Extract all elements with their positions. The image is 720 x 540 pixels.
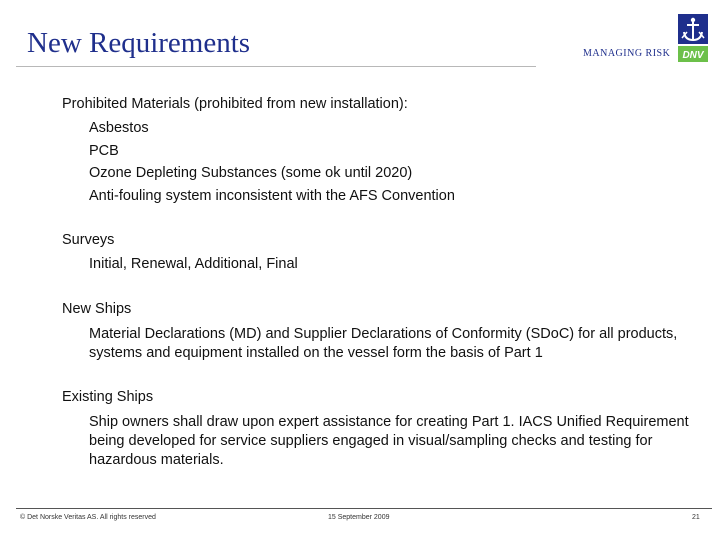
section-text: Ship owners shall draw upon expert assistance for creating Part 1. IACS Unified Requirement being developed for service suppliers engaged in visual/sampling checks and testing for hazardous materials. xyxy=(89,413,689,468)
logo-text: DNV xyxy=(682,50,704,61)
page-title: New Requirements xyxy=(27,27,251,59)
slide-content xyxy=(62,93,702,493)
footer-copyright: © Det Norske Veritas AS. All rights reserved xyxy=(20,514,156,521)
section-new-ships xyxy=(62,298,702,363)
list-item: Asbestos xyxy=(89,120,149,136)
list-item: Ozone Depleting Substances (some ok until 2020) xyxy=(89,165,413,181)
section-heading: New Ships xyxy=(62,300,132,317)
list-item: PCB xyxy=(89,142,119,159)
footer-date: 15 September 2009 xyxy=(328,514,390,521)
section-prohibited-materials xyxy=(62,93,702,206)
heading-bold: Prohibited Materials xyxy=(62,96,191,112)
section-heading: Existing Ships xyxy=(62,388,154,405)
section-surveys xyxy=(62,229,702,275)
section-text: Material Declarations (MD) and Supplier Declarations of Conformity (SDoC) for all products, systems and equipment installed on the vessel form the basis of Part 1 xyxy=(89,325,678,361)
page-number: 21 xyxy=(692,514,700,521)
section-heading xyxy=(62,93,702,116)
list-item: Initial, Renewal, Additional, Final xyxy=(89,256,298,272)
footer-divider xyxy=(16,508,712,509)
heading-rest: (prohibited from new installation): xyxy=(190,96,408,112)
managing-risk-tagline: MANAGING RISK xyxy=(583,48,671,59)
dnv-logo-icon xyxy=(678,14,708,62)
section-heading: Surveys xyxy=(62,232,115,248)
section-existing-ships xyxy=(62,386,702,470)
list-item: Anti-fouling system inconsistent with the AFS Convention xyxy=(89,187,455,204)
title-divider xyxy=(16,66,536,67)
